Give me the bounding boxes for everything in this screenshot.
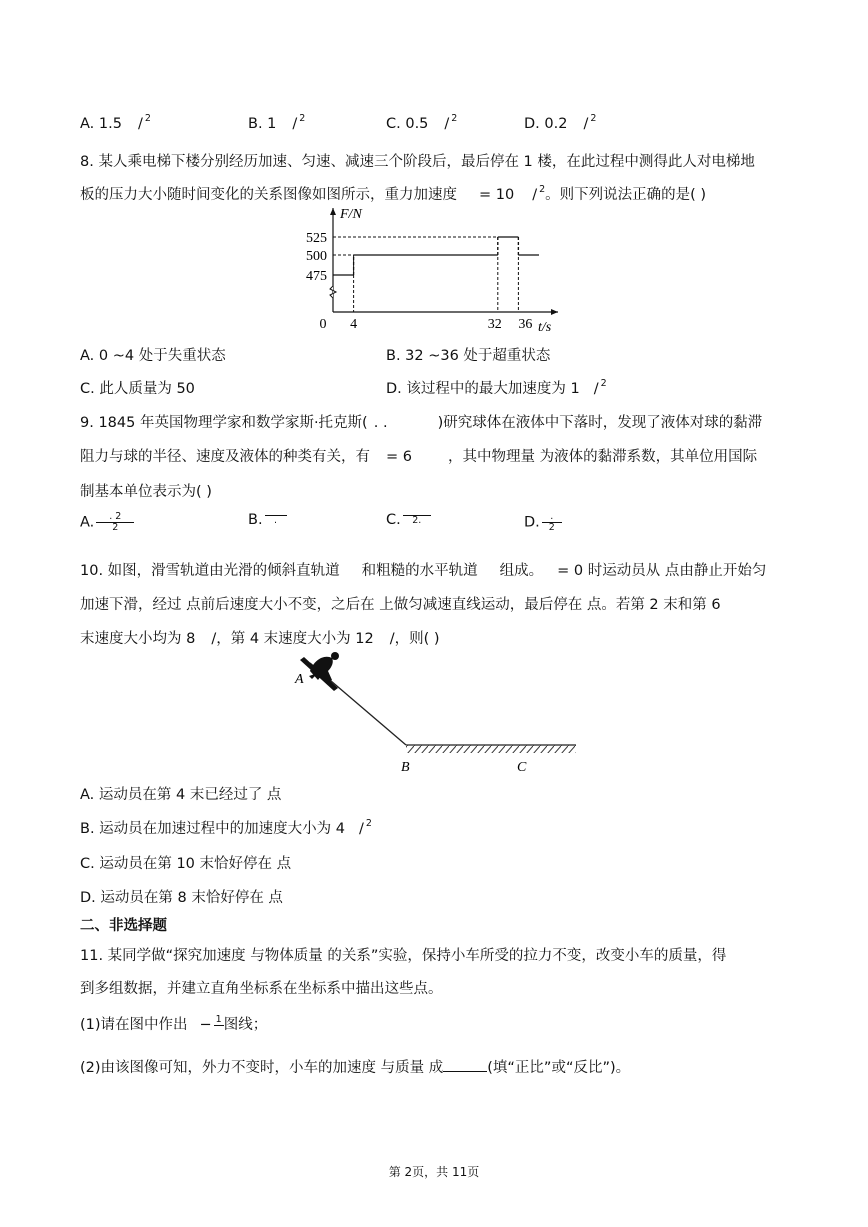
q10-line-3: 末速度大小均为 8 /，第 4 末速度大小为 12 /，则( ): [80, 631, 440, 647]
q10-option-c: C. 运动员在第 10 末恰好停在 点: [80, 856, 292, 872]
q9-line-1: 9. 1845 年英国物理学家和数学家斯·托克斯( . . )研究球体在液体中下落时，发现了液体对球的黏滞: [80, 415, 763, 431]
q11-part-1: (1)请在图中作出 − 1 图线；: [80, 1013, 268, 1033]
section-heading: 二、非选择题: [80, 918, 167, 934]
q10-option-b: B. 运动员在加速过程中的加速度大小为 4 / $^2$: [80, 818, 372, 837]
y-axis-label: F/N: [340, 207, 362, 222]
q9-line-2: 阻力与球的半径、速度及液体的种类有关，有 = 6 ，其中物理量 为液体的黏滞系数，其单位用国际: [80, 449, 758, 465]
q8-option-d: D. 该过程中的最大加速度为 1 / $^2$: [386, 378, 607, 397]
q10-line-1: 10. 如图，滑雪轨道由光滑的倾斜直轨道 和粗糙的水平轨道 组成。 = 0 时运动员从 点由静止开始匀: [80, 563, 767, 579]
q8-line-2: 板的压力大小随时间变化的关系图像如图所示，重力加速度 = 10 / $^2$。则下列说法正确的是( ): [80, 184, 707, 203]
q10-option-a: A. 运动员在第 4 末已经过了 点: [80, 787, 282, 803]
y-tick-label: 525: [306, 231, 327, 246]
x-tick-label: 32: [487, 317, 502, 332]
y-axis-arrow: [330, 208, 336, 215]
ground-hatch: [406, 745, 576, 753]
q7-option-a: A. 1.5 / $^2$: [80, 113, 151, 132]
point-b-label: B: [401, 760, 410, 775]
q11-line-1: 11. 某同学做“探究加速度 与物体质量 的关系”实验，保持小车所受的拉力不变，改变小车的质量，得: [80, 948, 727, 964]
q7-option-b: B. 1 / $^2$: [248, 113, 306, 132]
force-time-chart: [290, 200, 580, 336]
point-a-label: A: [295, 672, 304, 687]
page-footer: 第 2页，共 11页: [388, 1165, 480, 1179]
q7-option-d: D. 0.2 / $^2$: [524, 113, 597, 132]
q9-option-c: C. 2.: [386, 512, 431, 528]
y-tick-label: 500: [306, 249, 327, 264]
point-c-label: C: [517, 760, 527, 775]
y-tick-label: 475: [306, 269, 327, 284]
x-tick-label: 4: [350, 317, 358, 332]
q8-option-c: C. 此人质量为 50: [80, 381, 195, 397]
q11-line-2: 到多组数据，并建立直角坐标系在坐标系中描出这些点。: [80, 981, 443, 997]
x-tick-label: 0: [319, 317, 327, 332]
chart-layer: [306, 207, 558, 335]
q11-part-2: (2)由该图像可知，外力不变时，小车的加速度 与质量 成 (填“正比”或“反比”)。: [80, 1060, 631, 1076]
q7-option-c: C. 0.5 / $^2$: [386, 113, 458, 132]
q9-option-a: A. $\frac{. 2}{2}$: [80, 512, 134, 533]
x-axis-arrow: [551, 309, 558, 315]
skier-icon: [300, 652, 339, 691]
q8-option-a: A. 0 ~4 处于失重状态: [80, 348, 226, 364]
q9-line-3: 制基本单位表示为( ): [80, 484, 212, 500]
q9-option-b: B. .: [248, 512, 287, 528]
q10-option-d: D. 运动员在第 8 末恰好停在 点: [80, 890, 283, 906]
q8-line-1: 8. 某人乘电梯下楼分别经历加速、匀速、减速三个阶段后，最后停在 1 楼，在此过程中测得此人对电梯地: [80, 154, 755, 170]
x-axis-label: t/s: [538, 320, 552, 335]
q10-line-2: 加速下滑，经过 点前后速度大小不变，之后在 上做匀减速直线运动，最后停在 点。若第 2 末和第 6: [80, 597, 721, 613]
ski-slope-diagram: [288, 650, 583, 778]
q8-option-b: B. 32 ~36 处于超重状态: [386, 348, 551, 364]
x-tick-label: 36: [518, 317, 533, 332]
answer-blank[interactable]: [443, 1059, 487, 1072]
axis-break: [330, 286, 336, 298]
q9-option-d: D. $\frac{.}{2}$: [524, 512, 562, 533]
